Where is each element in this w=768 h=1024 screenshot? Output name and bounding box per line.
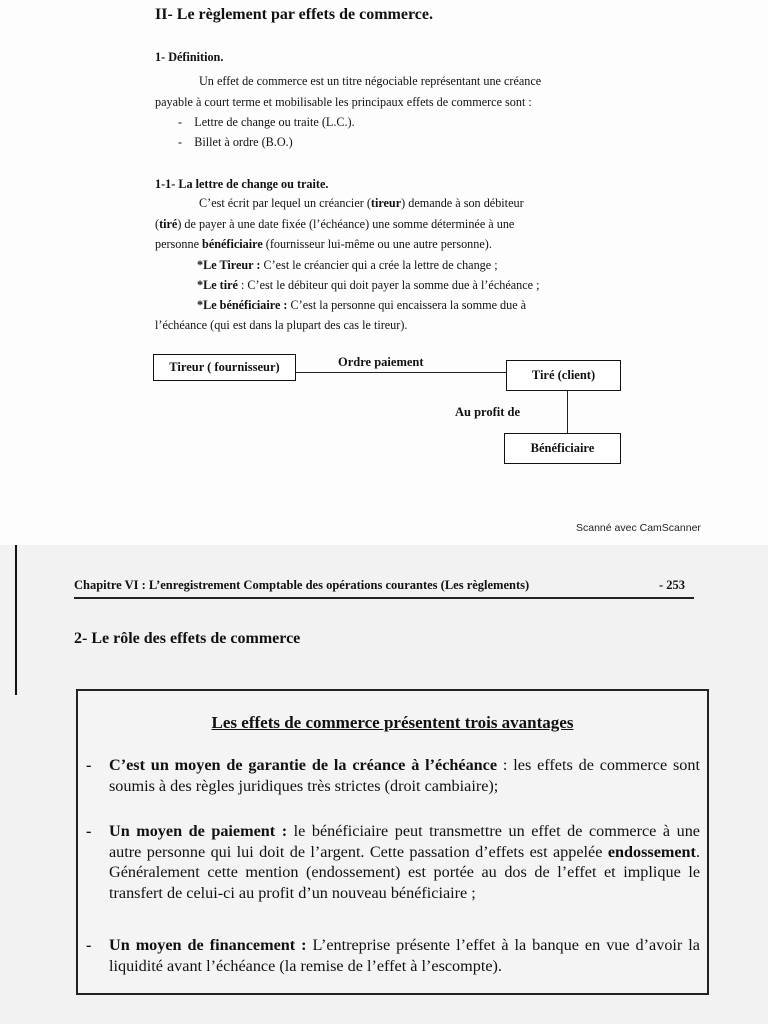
def-beneficiaire-cont: l’échéance (qui est dans la plupart des cas le tireur). (155, 318, 408, 332)
definition-line-1: Un effet de commerce est un titre négociable représentant une créance (199, 74, 542, 88)
tire-box: Tiré (client) (506, 360, 621, 391)
beneficiaire-box: Bénéficiaire (504, 433, 621, 464)
ordre-label: Ordre paiement (338, 355, 424, 369)
definition-line-2: payable à court terme et mobilisable les principaux effets de commerce sont : (155, 95, 532, 109)
profit-connector (567, 391, 568, 433)
def-beneficiaire: *Le bénéficiaire : C’est la personne qui encaissera la somme due à (197, 298, 527, 312)
header-rule (74, 597, 694, 599)
advantage-item-2: - Un moyen de paiement : le bénéficiaire peut transmettre un effet de commerce à une autre personne qui lui doit de l’argent. Cette passation d’effets est appelée endossement. Généralement cette mention (endossement) est portée au dos de l’effet et implique le transfert de celui-ci au profit d’un nouveau bénéficiaire ; (86, 822, 700, 902)
lettre-line-1: C’est écrit par lequel un créancier (tireur) demande à son débiteur (199, 196, 524, 210)
advantage-item-3: - Un moyen de financement : L’entreprise présente l’effet à la banque en vue d’avoir la liquidité avant l’échéance (la remise de l’effet à l’escompte). (86, 936, 700, 975)
ordre-connector (296, 372, 506, 373)
scanner-note: Scanné avec CamScanner (576, 522, 701, 534)
lettre-heading: 1-1- La lettre de change ou traite. (155, 177, 329, 191)
section-title: II- Le règlement par effets de commerce. (155, 6, 433, 23)
definition-item-2: - Billet à ordre (B.O.) (178, 135, 293, 149)
scan-margin-mark (15, 545, 17, 695)
advantages-box (76, 689, 709, 995)
def-tireur: *Le Tireur : C’est le créancier qui a crée la lettre de change ; (197, 258, 498, 272)
chapter-header: Chapitre VI : L’enregistrement Comptable des opérations courantes (Les règlements) (74, 578, 530, 592)
lettre-line-2: (tiré) de payer à une date fixée (l’échéance) une somme déterminée à une (155, 217, 515, 231)
def-tire: *Le tiré : C’est le débiteur qui doit payer la somme due à l’échéance ; (197, 278, 540, 292)
definition-item-1: - Lettre de change ou traite (L.C.). (178, 115, 355, 129)
advantages-title: Les effets de commerce présentent trois avantages (211, 713, 574, 732)
profit-label: Au profit de (455, 405, 521, 419)
role-section-title: 2- Le rôle des effets de commerce (74, 630, 301, 647)
page-number: - 253 (659, 578, 686, 592)
definition-heading: 1- Définition. (155, 50, 224, 64)
advantage-item-1: - C’est un moyen de garantie de la créance à l’échéance : les effets de commerce sont soumis à des règles juridiques très strictes (droit cambiaire); (86, 756, 700, 795)
lettre-line-3: personne bénéficiaire (fournisseur lui-même ou une autre personne). (155, 237, 492, 251)
tireur-box: Tireur ( fournisseur) (153, 354, 296, 381)
